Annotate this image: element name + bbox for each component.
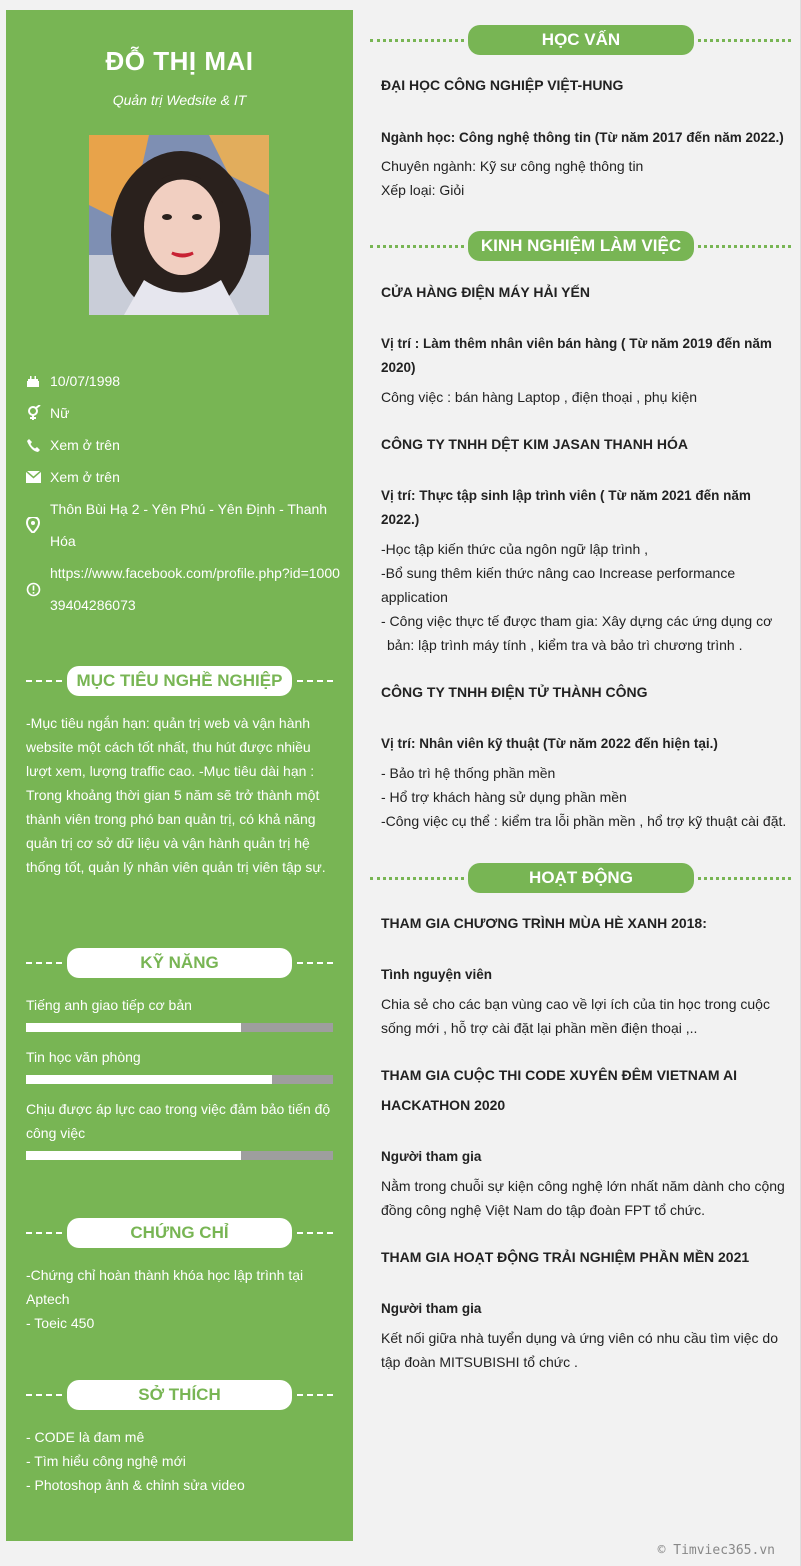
- contact-website: [26, 557, 346, 621]
- section-title: KINH NGHIỆM LÀM VIỆC: [468, 231, 694, 261]
- career-goal-text: -Mục tiêu ngắn hạn: quản trị web và vận hành website một cách tốt nhất, thu hút được nhiều lượt xem, lượng traffic cao. -Mục tiêu dài hạn : Trong khoảng thời gian 5 năm sẽ trở thành một thành viên trong phó ban quản trị, có khả năng quản trị cơ sở dữ liệu và vận hành quản trị hệ thống tốt, quản lý nhân viên quản trị viên tập sự.: [26, 715, 326, 875]
- info-circle-icon: [26, 557, 50, 621]
- divider: [297, 962, 333, 964]
- section-title: MỤC TIÊU NGHỀ NGHIỆP: [67, 666, 292, 696]
- skill-bar-fill: [26, 1023, 241, 1032]
- skill-bar-fill: [26, 1151, 241, 1160]
- job-company: CÔNG TY TNHH DỆT KIM JASAN THANH HÓA: [381, 436, 688, 452]
- activity-name: THAM GIA HOẠT ĐỘNG TRẢI NGHIỆM PHẦN MỀN 2021: [381, 1249, 750, 1265]
- job-company: CÔNG TY TNHH ĐIỆN TỬ THÀNH CÔNG: [381, 684, 648, 700]
- activity-name: THAM GIA CUỘC THI CODE XUYÊN ĐÊM VIETNAM AI HACKATHON 2020: [381, 1067, 737, 1113]
- contact-address: [26, 493, 346, 557]
- divider: [26, 962, 62, 964]
- job-duty: Công việc : bán hàng Laptop , điện thoại , phụ kiện: [381, 389, 698, 405]
- divider: [370, 245, 464, 248]
- divider: [26, 1394, 62, 1396]
- section-header-certificates: [26, 1218, 333, 1248]
- avatar-photo: [89, 135, 269, 315]
- contact-text: 10/07/1998: [50, 373, 121, 389]
- contact-text: Thôn Bùi Hạ 2 - Yên Phú - Yên Định - Thanh Hóa: [50, 501, 328, 549]
- skill-bar: [26, 1151, 333, 1160]
- section-header-skills: [26, 948, 333, 978]
- education-major: Ngành học: Công nghệ thông tin (Từ năm 2017 đến năm 2022.): [381, 130, 784, 145]
- candidate-name: ĐỖ THỊ MAI: [105, 46, 254, 76]
- divider: [297, 680, 333, 682]
- divider: [297, 1394, 333, 1396]
- section-title: KỸ NĂNG: [67, 948, 292, 978]
- certificate-item: -Chứng chỉ hoàn thành khóa học lập trình tại Aptech: [26, 1267, 304, 1307]
- skill-label: Tin học văn phòng: [26, 1049, 141, 1065]
- job-duty: -Bổ sung thêm kiến thức nâng cao Increase performance application: [381, 565, 736, 605]
- section-title: CHỨNG CHỈ: [67, 1218, 292, 1248]
- skill-bar: [26, 1075, 333, 1084]
- section-title: HỌC VẤN: [468, 25, 694, 55]
- divider: [370, 39, 464, 42]
- certificates-list: [26, 1263, 336, 1335]
- section-title: SỞ THÍCH: [67, 1380, 292, 1410]
- hobby-item: - Photoshop ảnh & chỉnh sửa video: [26, 1477, 245, 1493]
- contact-link[interactable]: https://www.facebook.com/profile.php?id=100039404286073: [50, 565, 340, 613]
- hobbies-list: [26, 1425, 336, 1497]
- contact-birthday: [26, 365, 346, 397]
- divider: [698, 39, 791, 42]
- location-pin-icon: [26, 493, 50, 557]
- skill-label: Chịu được áp lực cao trong việc đảm bảo tiến độ công việc: [26, 1101, 331, 1141]
- divider: [297, 1232, 333, 1234]
- activity-description: Chia sẻ cho các bạn vùng cao về lợi ích của tin học trong cuộc sống mới , hỗ trợ cài đặt lại phần mền điện thoại ,..: [381, 996, 770, 1036]
- job-duty: - Công việc thực tế được tham gia: Xây dựng các ứng dụng cơ bản: lập trình máy tính , kiểm tra và bảo trì chương trình .: [381, 613, 773, 653]
- skill-bar: [26, 1023, 333, 1032]
- activity-role: Người tham gia: [381, 1149, 482, 1164]
- education-specialization: Chuyên ngành: Kỹ sư công nghệ thông tin: [381, 158, 644, 174]
- school-name: ĐẠI HỌC CÔNG NGHIỆP VIỆT-HUNG: [381, 77, 624, 93]
- hobby-item: - CODE là đam mê: [26, 1429, 145, 1445]
- job-duty: -Học tập kiến thức của ngôn ngữ lập trình ,: [381, 541, 649, 557]
- page-top-strip: [0, 0, 801, 10]
- divider: [698, 877, 791, 880]
- job-company: CỬA HÀNG ĐIỆN MÁY HẢI YẾN: [381, 284, 590, 300]
- contact-text: Xem ở trên: [50, 437, 120, 453]
- skill-label: Tiếng anh giao tiếp cơ bản: [26, 997, 192, 1013]
- birthday-cake-icon: [26, 365, 50, 397]
- contact-email: [26, 461, 346, 493]
- activity-role: Người tham gia: [381, 1301, 482, 1316]
- job-duty: - Bảo trì hệ thống phần mền: [381, 765, 556, 781]
- sidebar: [6, 10, 353, 1541]
- contact-text: Xem ở trên: [50, 469, 120, 485]
- gender-icon: [26, 397, 50, 429]
- contact-gender: [26, 397, 346, 429]
- job-position: Vị trí: Thực tập sinh lập trình viên ( Từ năm 2021 đến năm 2022.): [381, 488, 751, 527]
- divider: [26, 680, 62, 682]
- hobby-item: - Tìm hiểu công nghệ mới: [26, 1453, 186, 1469]
- email-icon: [26, 461, 50, 493]
- section-header-career-goal: [26, 666, 333, 696]
- activity-name: THAM GIA CHƯƠNG TRÌNH MÙA HÈ XANH 2018:: [381, 915, 707, 931]
- activity-role: Tình nguyện viên: [381, 967, 493, 982]
- job-position: Vị trí: Nhân viên kỹ thuật (Từ năm 2022 đến hiện tại.): [381, 736, 718, 751]
- job-duty: - Hổ trợ khách hàng sử dụng phần mền: [381, 789, 627, 805]
- job-position: Vị trí : Làm thêm nhân viên bán hàng ( Từ năm 2019 đến năm 2020): [381, 336, 772, 375]
- skill-bar-fill: [26, 1075, 272, 1084]
- section-title: HOẠT ĐỘNG: [468, 863, 694, 893]
- contact-phone: [26, 429, 346, 461]
- contact-text: Nữ: [50, 405, 70, 421]
- activity-description: Kết nối giữa nhà tuyển dụng và ứng viên có nhu cầu tìm việc do tập đoàn MITSUBISHI tổ chức .: [381, 1330, 778, 1370]
- job-duty: -Công việc cụ thể : kiểm tra lỗi phần mền , hổ trợ kỹ thuật cài đặt.: [381, 813, 787, 829]
- section-header-experience: [370, 231, 791, 261]
- activity-description: Nằm trong chuỗi sự kiện công nghệ lớn nhất năm dành cho cộng đồng công nghệ Việt Nam do tập đoàn FPT tổ chức.: [381, 1178, 785, 1218]
- section-header-activities: [370, 863, 791, 893]
- divider: [698, 245, 791, 248]
- divider: [370, 877, 464, 880]
- education-grade: Xếp loại: Giỏi: [381, 182, 465, 198]
- candidate-role: Quản trị Wedsite & IT: [112, 92, 247, 108]
- section-header-education: [370, 25, 791, 55]
- divider: [26, 1232, 62, 1234]
- certificate-item: - Toeic 450: [26, 1315, 95, 1331]
- footer-watermark: © Timviec365.vn: [657, 1543, 775, 1558]
- phone-icon: [26, 429, 50, 461]
- section-header-hobbies: [26, 1380, 333, 1410]
- avatar: [89, 135, 269, 315]
